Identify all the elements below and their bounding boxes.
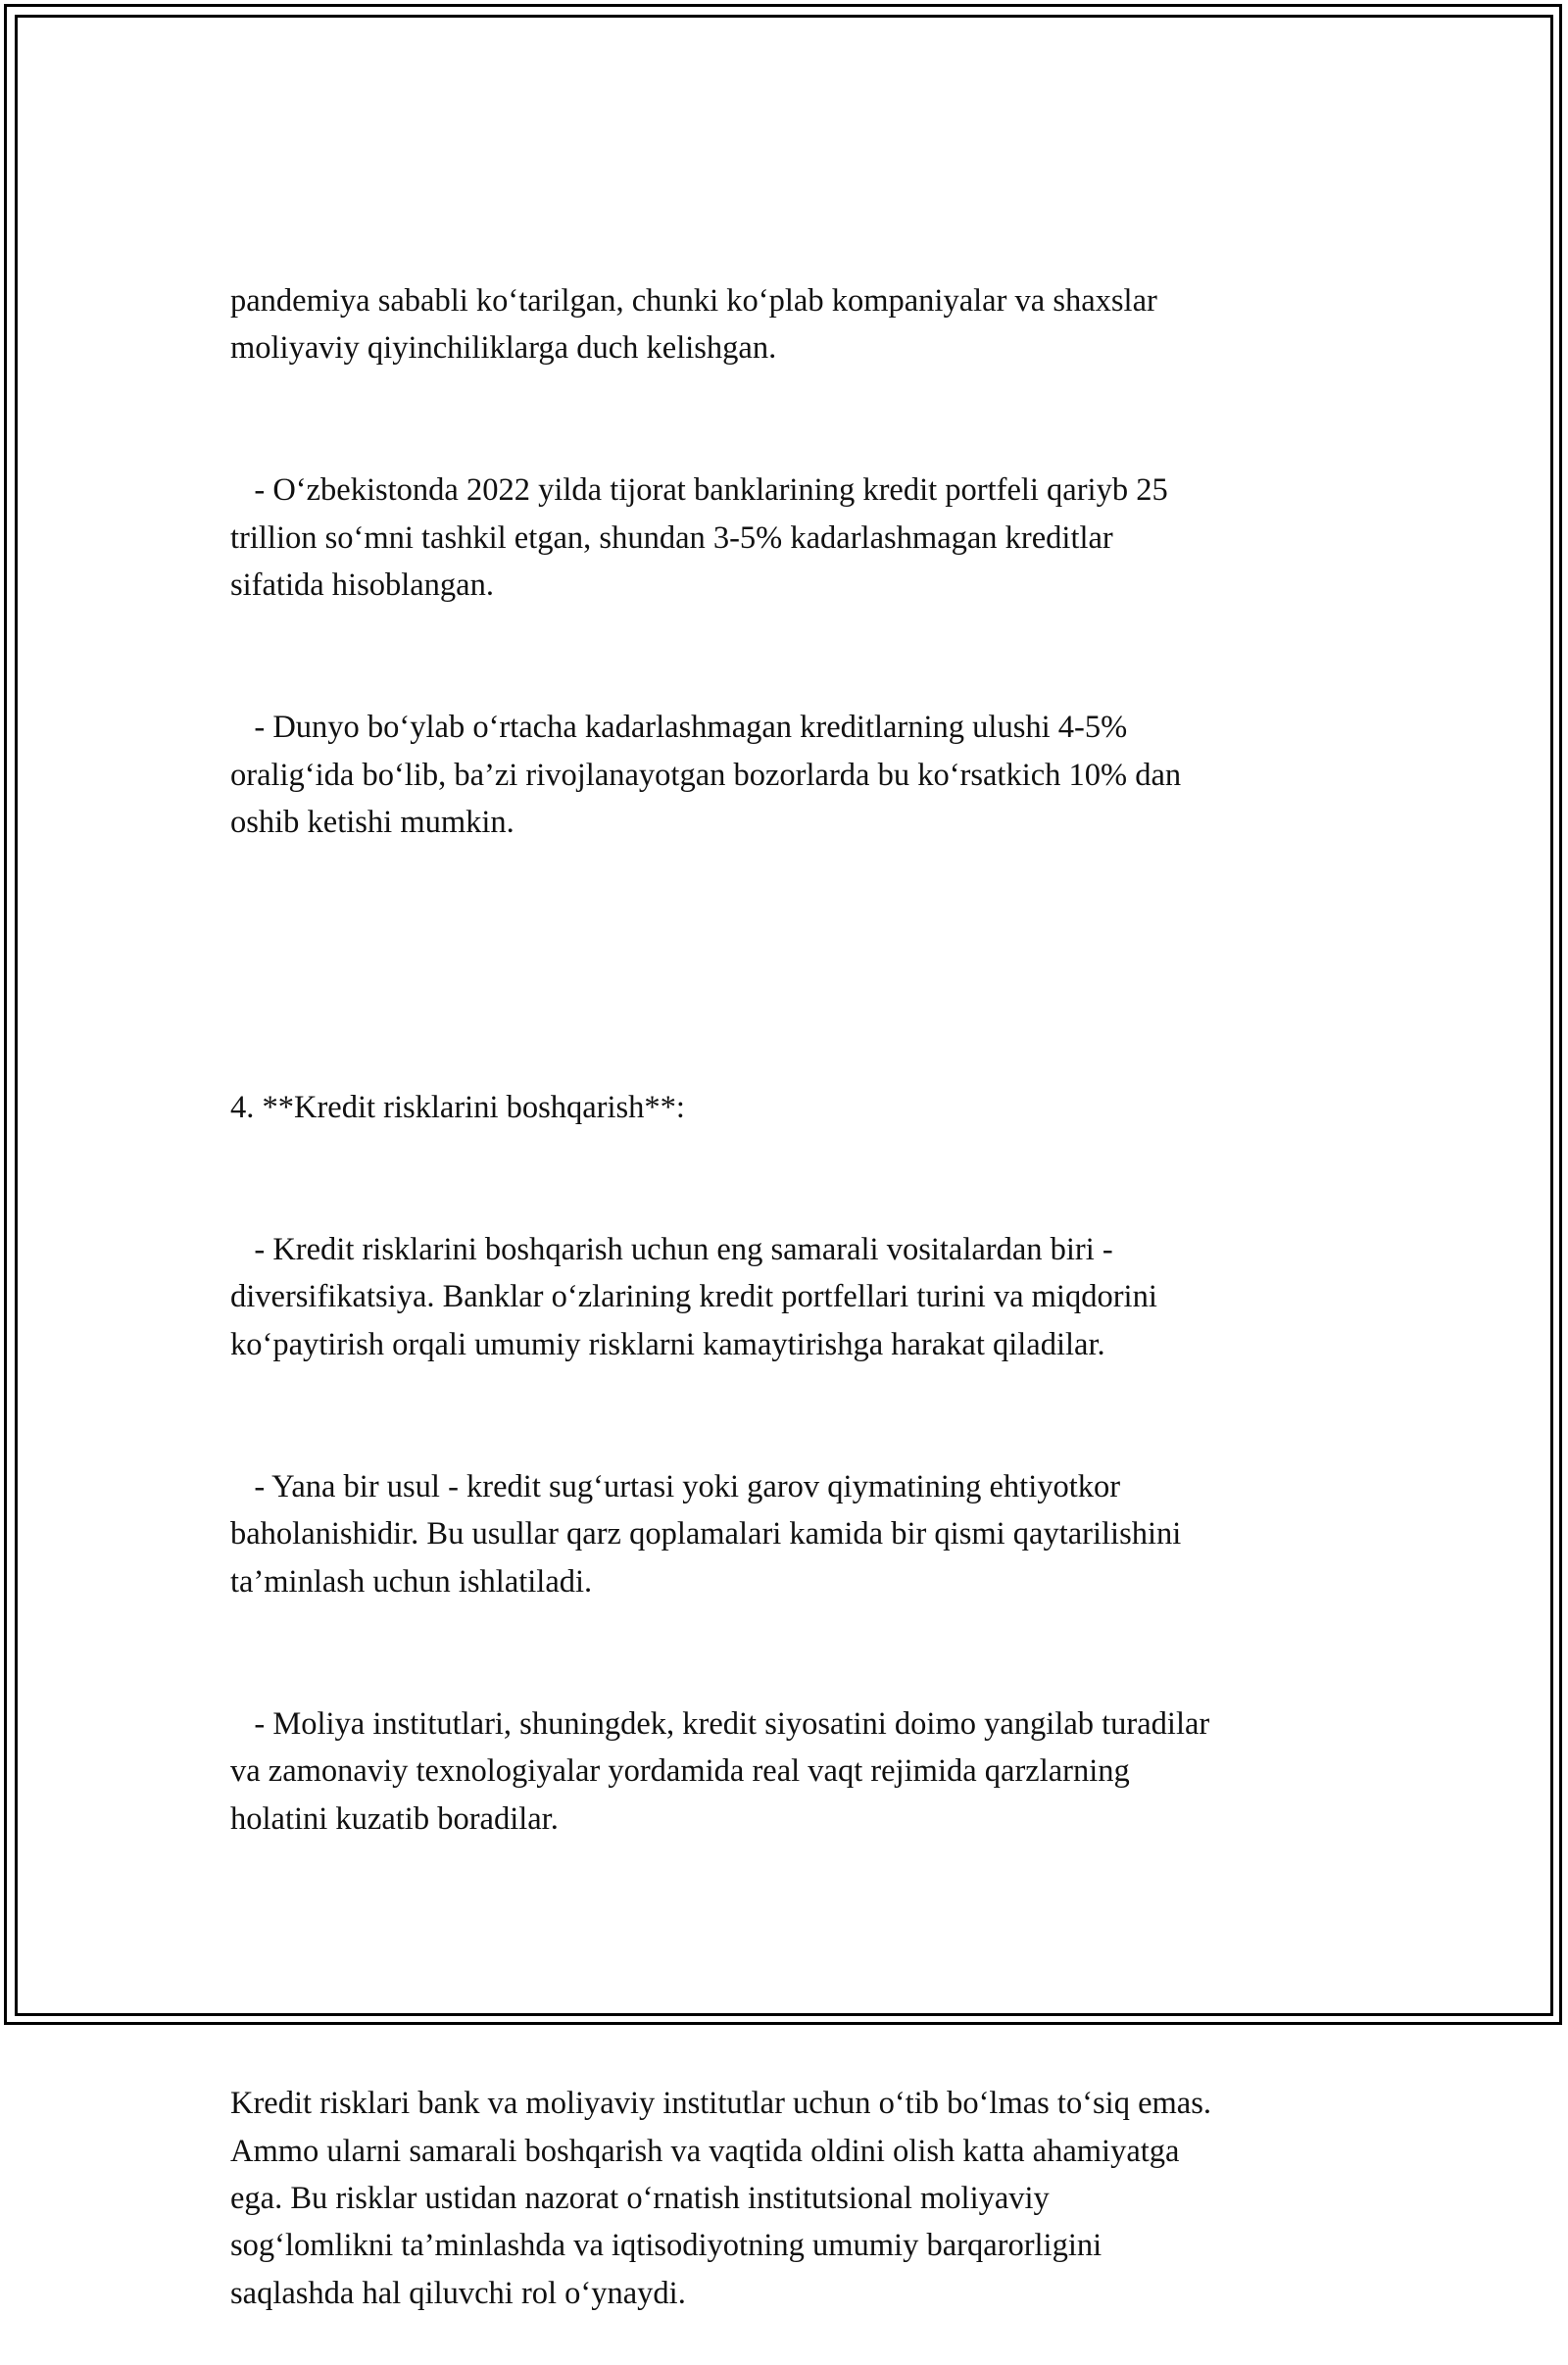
paragraph-intro: pandemiya sababli ko‘tarilgan, chunki ko‘plab kompaniyalar va shaxslar moliyaviy qiyinchiliklarga duch kelishgan.: [230, 282, 1157, 367]
bullet-world-loans: - Dunyo bo‘ylab o‘rtacha kadarlashmagan kreditlarning ulushi 4-5% oralig‘ida bo‘lib, ba’zi rivojlanayotgan bozorlarda bu ko‘rsatkich 10% dan oshib ketishi mumkin.: [230, 710, 1182, 841]
spacer: [230, 1938, 1357, 1985]
bullet-uzbekistan-loans: - O‘zbekistonda 2022 yilda tijorat banklarining kredit portfeli qariyb 25 trillion so‘mni tashkil etgan, shundan 3-5% kadarlashmagan kreditlar sifatida hisoblangan.: [230, 472, 1168, 604]
section-heading-credit-risk-management: 4. **Kredit risklarini boshqarish**:: [230, 1089, 685, 1125]
bullet-credit-insurance: - Yana bir usul - kredit sug‘urtasi yoki garov qiymatining ehtiyotkor baholanishidir. Bu usullar qarz qoplamalari kamida bir qismi qaytarilishini ta’minlash uchun ishlatiladi.: [230, 1468, 1182, 1600]
bullet-diversification: - Kredit risklarini boshqarish uchun eng samarali vositalardan biri - diversifikatsiya. Banklar o‘zlarining kredit portfellari turini va miqdorini ko‘paytirish orqali umumiy risklarni kamaytirishga harakat qiladilar.: [230, 1231, 1157, 1362]
spacer: [230, 942, 1357, 989]
paragraph-conclusion: Kredit risklari bank va moliyaviy institutlar uchun o‘tib bo‘lmas to‘siq emas. Ammo ularni samarali boshqarish va vaqtida oldini olish katta ahamiyatga ega. Bu risklar ustidan nazorat o‘rnatish institutsional moliyaviy sog‘lomlikni ta’minlashda va iqtisodiyotning umumiy barqarorligini saqlashda hal qiluvchi rol o‘ynaydi.: [230, 2086, 1211, 2311]
bullet-credit-policy: - Moliya institutlari, shuningdek, kredit siyosatini doimo yangilab turadilar va zamonaviy texnologiyalar yordamida real vaqt rejimida qarzlarning holatini kuzatib boradilar.: [230, 1705, 1210, 1837]
document-body: [230, 182, 1357, 2365]
